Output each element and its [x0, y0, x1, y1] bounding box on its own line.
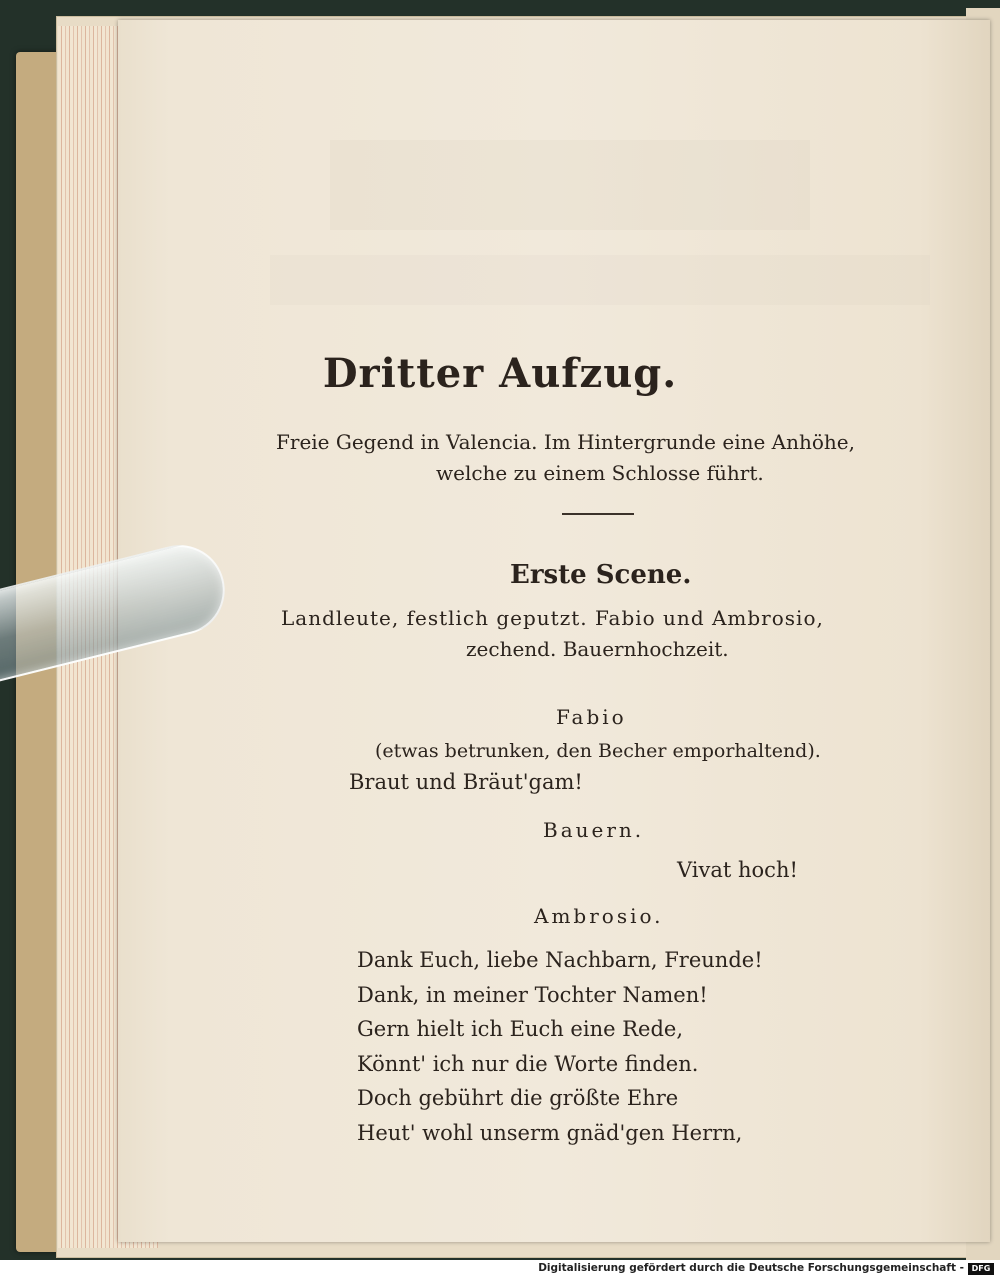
setting-line-1: Freie Gegend in Valencia. Im Hintergrunde eine Anhöhe, [276, 430, 855, 454]
verse-line: Dank, in meiner Tochter Namen! [357, 982, 708, 1007]
speaker-ambrosio: Ambrosio. [534, 904, 664, 928]
speaker-bauern: Bauern. [543, 818, 645, 842]
line-bauern: Vivat hoch! [677, 858, 798, 882]
verse-line: Könnt' ich nur die Worte finden. [357, 1051, 699, 1076]
divider [562, 513, 634, 515]
stage-direction: (etwas betrunken, den Becher emporhaltend). [375, 740, 821, 762]
footer-bar [0, 1260, 1000, 1279]
act-title: Dritter Aufzug. [322, 350, 678, 397]
verse-line: Doch gebührt die größte Ehre [357, 1086, 679, 1110]
speaker-fabio: Fabio [556, 705, 627, 729]
line-fabio: Braut und Bräut'gam! [349, 770, 583, 794]
verse-block [357, 943, 763, 1150]
verse-line: Heut' wohl unserm gnäd'gen Herrn, [357, 1120, 743, 1145]
scene-title: Erste Scene. [510, 560, 692, 590]
funding-note: Digitalisierung gefördert durch die Deutsche Forschungsgemeinschaft - [538, 1262, 964, 1274]
verse-line: Gern hielt ich Euch eine Rede, [357, 1017, 683, 1041]
setting-line-2: welche zu einem Schlosse führt. [436, 461, 764, 485]
dfg-logo: DFG [968, 1263, 994, 1275]
persons-line-2: zechend. Bauernhochzeit. [466, 637, 729, 661]
persons-line-1: Landleute, festlich geputzt. Fabio und Ambrosio, [281, 606, 824, 630]
verse-line: Dank Euch, liebe Nachbarn, Freunde! [357, 948, 763, 972]
